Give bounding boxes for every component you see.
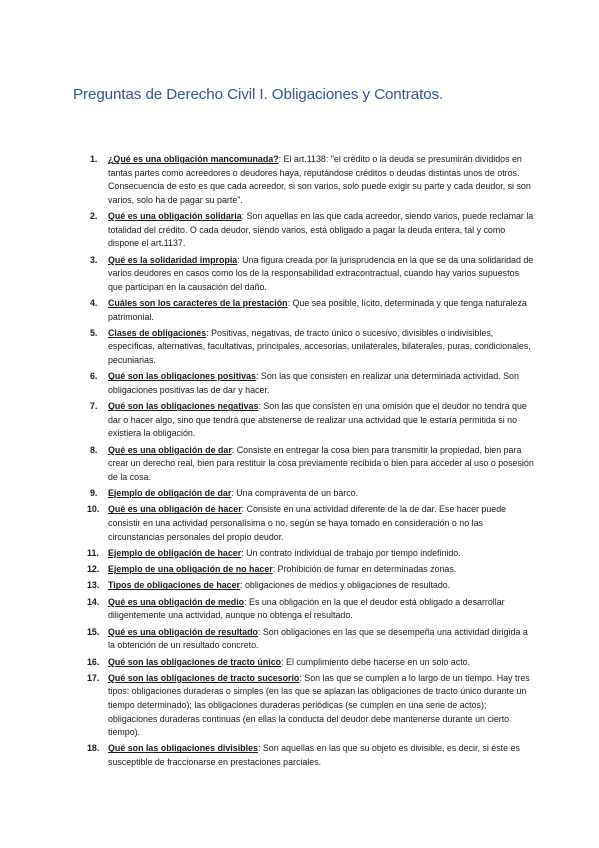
item-answer: : El art.1138: "el crédito o la deuda se presumirán divididos en tantas partes como acreedores o deudores haya, reputándose créditos o deudas distintas unos de otros. Consecuencia de esto es que cada acreedor, si son varios, solo puede exigir su parte y cada deudor, si son varios, solo ha de pagar su parte". <box>108 154 531 205</box>
list-item <box>87 563 535 577</box>
item-number: 17. <box>87 672 100 683</box>
item-answer: : Son las que consisten en realizar una determinada actividad. Son obligaciones positivas las de dar y hacer. <box>108 371 519 395</box>
list-item <box>90 487 535 501</box>
item-number: 5. <box>90 327 98 338</box>
item-question: Qué es una obligación de resultado <box>108 626 258 637</box>
item-answer: : Que sea posible, lícito, determinada y que tenga naturaleza patrimonial. <box>108 298 527 322</box>
item-answer: : Consiste en una actividad diferente de la de dar. Ese hacer puede consistir en una actividad personalísima o no, según se haya tomado en consideración o no las circunstancias personales del propio deudor. <box>108 504 507 542</box>
list-item <box>90 370 535 397</box>
item-answer: : Una compraventa de un barco. <box>231 488 359 499</box>
item-question: Ejemplo de obligación de hacer <box>108 547 242 558</box>
document-title: Preguntas de Derecho Civil I. Obligaciones y Contratos. <box>73 86 444 103</box>
item-question: ¿Qué es una obligación mancomunada? <box>108 154 279 164</box>
item-number: 14. <box>87 596 100 607</box>
list-item <box>90 210 535 251</box>
item-number: 1. <box>90 154 98 164</box>
item-question: Clases de obligaciones <box>108 327 207 338</box>
item-answer: : Son obligaciones en las que se desempeña una actividad dirigida a la obtención de un resultado concreto. <box>108 626 528 651</box>
item-question: Tipos de obligaciones de hacer <box>108 580 241 591</box>
item-number: 18. <box>87 743 100 754</box>
item-number: 12. <box>87 564 100 575</box>
item-number: 2. <box>90 211 98 222</box>
item-question: Qué es una obligación de dar <box>108 444 232 455</box>
item-question: Qué son las obligaciones de tracto único <box>108 656 282 667</box>
item-answer: : Una figura creada por la jurisprudencia en la que se da una solidaridad de varios deudores en casos como los de la responsabilidad extracontractual, cuando hay varios supuestos que participan en la causación del daño. <box>108 254 534 292</box>
item-answer: : El cumplimiento debe hacerse en un solo acto. <box>281 656 471 667</box>
item-answer: : obligaciones de medios y obligaciones de resultado. <box>240 580 451 591</box>
item-question: Qué es una obligación solidaria <box>108 211 242 222</box>
item-question: Qué son las obligaciones positivas <box>108 371 256 382</box>
item-answer: : Positivas, negativas, de tracto único o sucesivo, divisibles o indivisibles, específicas, alternativas, facultativas, principales, accesorias, unilaterales, bilaterales, puras, condicionales, pecuniarias. <box>108 327 531 366</box>
item-question: Ejemplo de obligación de dar <box>108 488 232 499</box>
list-item <box>87 547 535 561</box>
item-answer: : Son las que consisten en una omisión que el deudor no tendrá que dar o hacer algo, sino que tendrá que abstenerse de realizar una actividad que le estaría permitida si no existiera la obligación. <box>108 401 527 439</box>
list-item <box>87 672 535 740</box>
item-number: 3. <box>90 254 98 265</box>
item-answer: : Son las que se cumplen a lo largo de un tiempo. Hay tres tipos: obligaciones duraderas o simples (en las que se aplazan las obligaciones de tracto único durante un tiempo determinado); las obligaciones duraderas periódicas (se cumplen en una serie de actos); obligaciones duraderas continuas (en ellas la conducta del deudor debe mantenerse durante un cierto tiempo). <box>108 672 530 738</box>
item-question: Qué es una obligación de medio <box>108 596 245 607</box>
item-answer: : Un contrato individual de trabajo por tiempo indefinido. <box>241 547 461 558</box>
item-number: 7. <box>90 401 98 412</box>
list-item <box>90 297 535 324</box>
list-item <box>90 444 535 485</box>
item-question: Cuáles son los caracteres de la prestación <box>108 298 288 308</box>
item-answer: : Es una obligación en la que el deudor está obligado a desarrollar diligentemente una actividad, aunque no obtenga el resultado. <box>108 596 505 621</box>
item-number: 11. <box>87 547 99 558</box>
list-item <box>87 579 535 593</box>
list-item <box>87 503 535 544</box>
item-number: 15. <box>87 626 100 637</box>
item-question: Qué son las obligaciones divisibles <box>108 743 258 754</box>
list-item <box>87 742 535 769</box>
item-number: 6. <box>90 371 98 382</box>
item-question: Qué son las obligaciones negativas <box>108 401 259 412</box>
item-question: Qué es la solidaridad impropia <box>108 254 238 265</box>
item-number: 9. <box>90 488 98 499</box>
item-answer: : Prohibición de fumar en determinadas zonas. <box>272 564 457 575</box>
item-question: Qué son las obligaciones de tracto sucesorio <box>108 672 300 683</box>
list-item <box>90 254 535 295</box>
question-list <box>87 153 535 772</box>
item-answer: : Son aquellas en las que su objeto es divisible, es decir, si éste es susceptible de fraccionarse en prestaciones parciales. <box>108 743 520 768</box>
item-number: 4. <box>90 298 98 308</box>
item-number: 8. <box>90 444 98 455</box>
item-question: Qué es una obligación de hacer <box>108 504 242 515</box>
list-item <box>87 626 535 653</box>
list-item <box>90 400 535 441</box>
list-item <box>87 596 535 623</box>
item-answer: : Consiste en entregar la cosa bien para transmitir la propiedad, bien para crear un derecho real, bien para restituir la cosa previamente recibida o bien para acceder al uso o posesión de la cosa. <box>108 444 534 482</box>
list-item <box>90 153 535 207</box>
list-item <box>87 656 535 670</box>
item-number: 13. <box>87 580 100 591</box>
list-item <box>90 327 535 368</box>
item-question: Ejemplo de una obligación de no hacer <box>108 564 273 575</box>
item-number: 10. <box>87 504 100 515</box>
item-number: 16. <box>87 656 100 667</box>
item-answer: : Son aquellas en las que cada acreedor, siendo varios, puede reclamar la totalidad del crédito. O cada deudor, siendo varios, está obligado a pagar la deuda entera, tal y como dispone el art.1137. <box>108 211 534 249</box>
